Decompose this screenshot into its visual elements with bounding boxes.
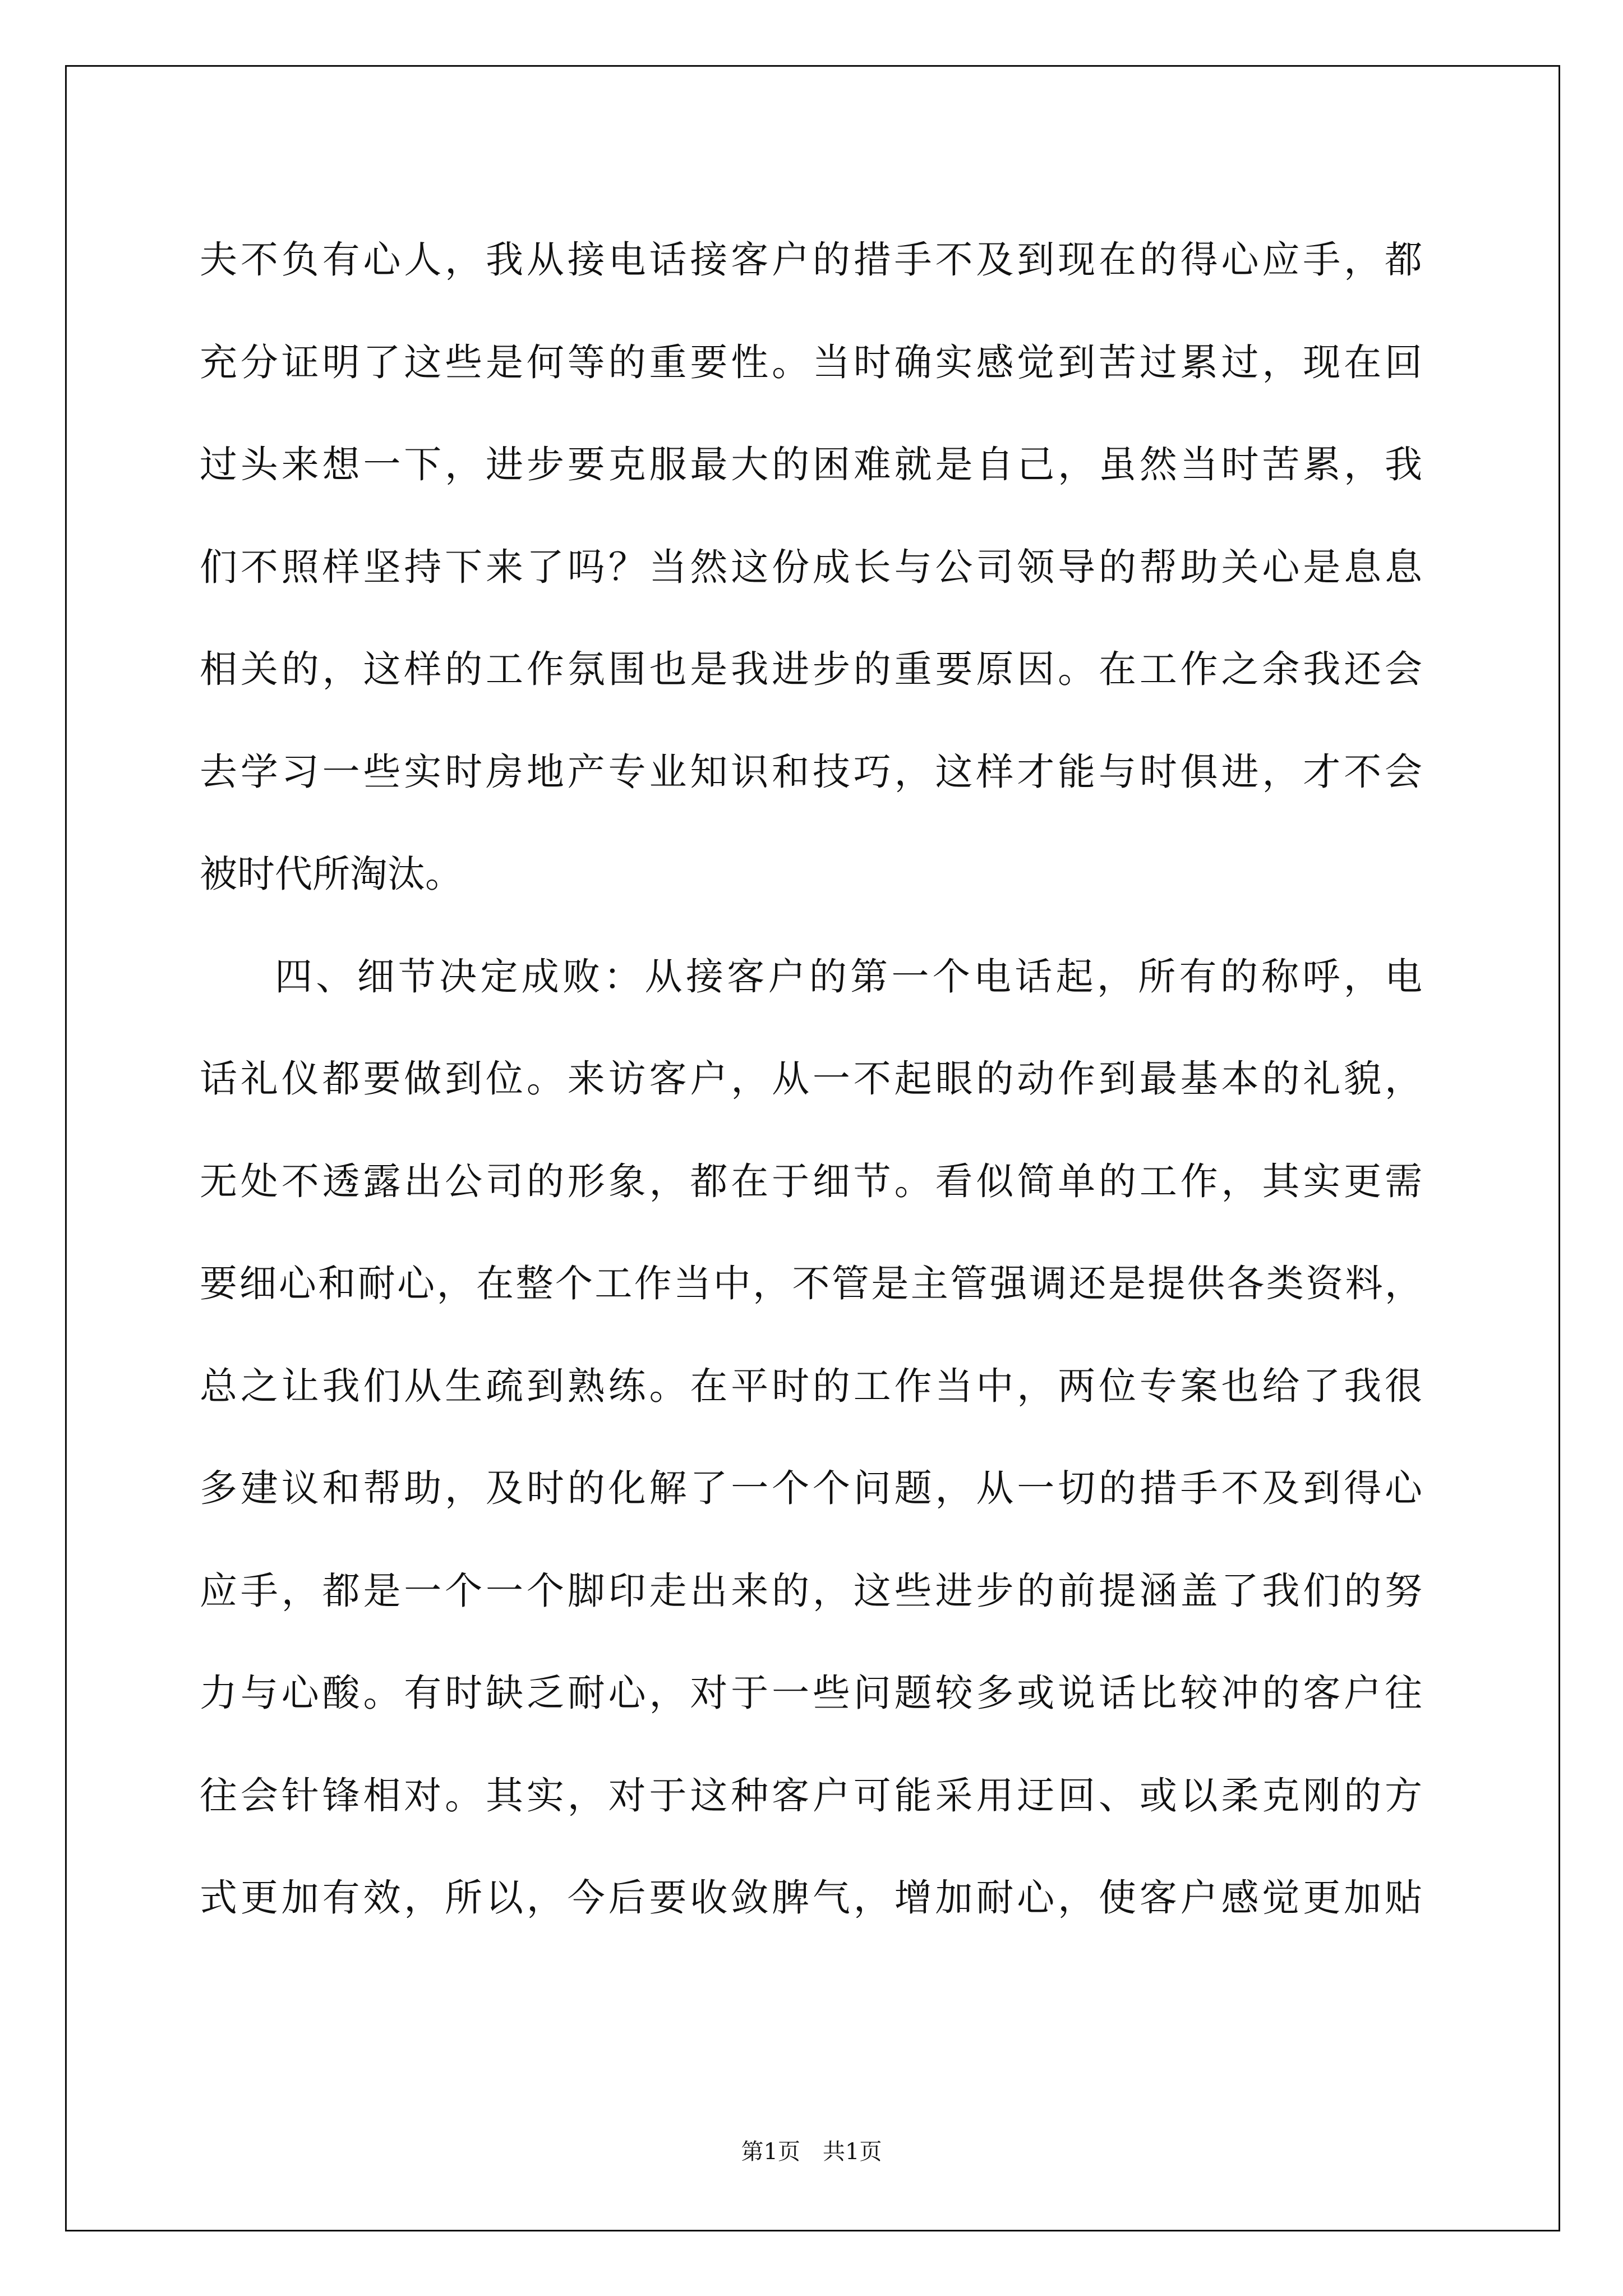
paragraph-line: 要细心和耐心，在整个工作当中，不管是主管强调还是提供各类资料， xyxy=(200,1262,1422,1305)
page-number-footer: 第1页 共1页 xyxy=(741,2139,882,2165)
paragraph-first-line: 四、细节决定成败：从接客户的第一个电话起，所有的称呼，电 xyxy=(275,954,1422,999)
paragraph-line: 式更加有效，所以，今后要收敛脾气，增加耐心，使客户感觉更加贴 xyxy=(200,1876,1422,1920)
paragraph-line: 被时代所淘汰。 xyxy=(200,852,463,896)
paragraph-line: 力与心酸。有时缺乏耐心，对于一些问题较多或说话比较冲的客户往 xyxy=(200,1671,1422,1715)
paragraph-line: 往会针锋相对。其实，对于这种客户可能采用迂回、或以柔克刚的方 xyxy=(200,1773,1422,1818)
paragraph-line: 相关的，这样的工作氛围也是我进步的重要原因。在工作之余我还会 xyxy=(200,647,1422,691)
paragraph-line: 多建议和帮助，及时的化解了一个个问题，从一切的措手不及到得心 xyxy=(200,1466,1422,1510)
paragraph-line: 去学习一些实时房地产专业知识和技巧，这样才能与时俱进，才不会 xyxy=(200,749,1422,794)
document-body xyxy=(200,209,1422,1949)
paragraph-line: 无处不透露出公司的形象，都在于细节。看似简单的工作，其实更需 xyxy=(200,1159,1422,1203)
paragraph-line: 夫不负有心人，我从接电话接客户的措手不及到现在的得心应手，都 xyxy=(200,238,1422,282)
paragraph-line: 过头来想一下，进步要克服最大的困难就是自己，虽然当时苦累，我 xyxy=(200,443,1422,486)
paragraph-line: 充分证明了这些是何等的重要性。当时确实感觉到苦过累过，现在回 xyxy=(200,340,1422,384)
paragraph-line: 总之让我们从生疏到熟练。在平时的工作当中，两位专案也给了我很 xyxy=(200,1364,1422,1408)
paragraph-line: 话礼仪都要做到位。来访客户，从一不起眼的动作到最基本的礼貌， xyxy=(200,1057,1422,1101)
paragraph-line: 应手，都是一个一个脚印走出来的，这些进步的前提涵盖了我们的努 xyxy=(200,1568,1422,1613)
paragraph-line: 们不照样坚持下来了吗？当然这份成长与公司领导的帮助关心是息息 xyxy=(200,545,1422,589)
